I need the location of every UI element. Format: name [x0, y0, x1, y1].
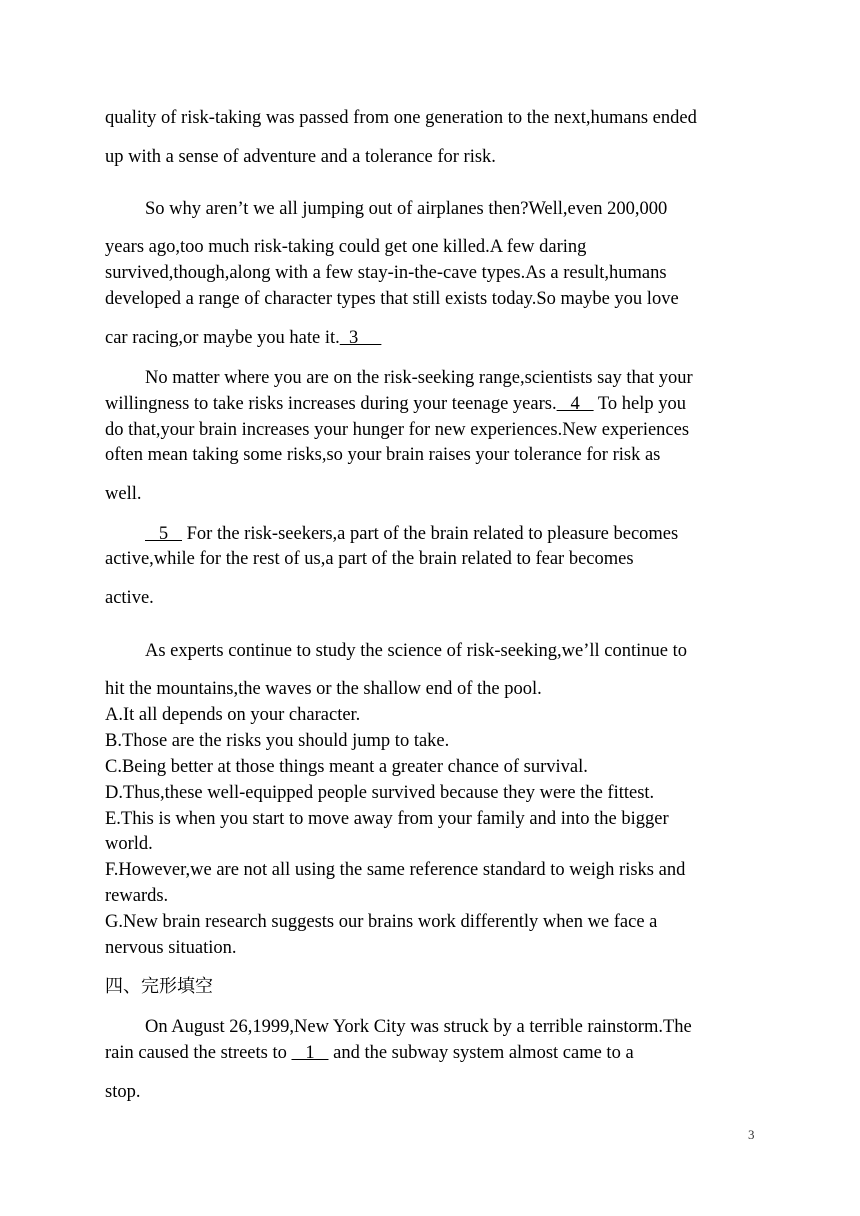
option-g: G.New brain research suggests our brains work differently when we face a: [105, 912, 658, 932]
paragraph-line: survived,though,along with a few stay-in-the-cave types.As a result,humans: [105, 263, 667, 283]
line-text: For the risk-seekers,a part of the brain related to pleasure becomes: [182, 524, 679, 544]
blank-1: 1: [291, 1043, 329, 1063]
paragraph-line: well.: [105, 484, 142, 504]
blank-3: 3: [339, 328, 382, 348]
option-a: A.It all depends on your character.: [105, 705, 361, 725]
paragraph-line: often mean taking some risks,so your brain raises your tolerance for risk as: [105, 445, 661, 465]
paragraph-line: developed a range of character types that still exists today.So maybe you love: [105, 289, 679, 309]
paragraph-line: hit the mountains,the waves or the shallow end of the pool.: [105, 679, 542, 699]
paragraph-line: [105, 327, 381, 349]
paragraph-line: So why aren’t we all jumping out of airplanes then?Well,even 200,000: [145, 199, 668, 219]
paragraph-line: [105, 1042, 634, 1064]
line-text: willingness to take risks increases during your teenage years.: [105, 394, 557, 414]
option-d: D.Thus,these well-equipped people survived because they were the fittest.: [105, 783, 655, 803]
option-b: B.Those are the risks you should jump to take.: [105, 731, 450, 751]
option-e-cont: world.: [105, 834, 153, 854]
line-text: To help you: [593, 394, 686, 414]
option-c: C.Being better at those things meant a greater chance of survival.: [105, 757, 588, 777]
paragraph-line: active,while for the rest of us,a part of the brain related to fear becomes: [105, 549, 634, 569]
option-e: E.This is when you start to move away from your family and into the bigger: [105, 809, 669, 829]
paragraph-line: No matter where you are on the risk-seeking range,scientists say that your: [145, 368, 693, 388]
paragraph-line: As experts continue to study the science of risk-seeking,we’ll continue to: [145, 641, 688, 661]
line-text: and the subway system almost came to a: [328, 1043, 634, 1063]
section-heading: 四、完形填空: [105, 976, 213, 997]
line-text: car racing,or maybe you hate it.: [105, 328, 340, 348]
paragraph-line: quality of risk-taking was passed from one generation to the next,humans ended: [105, 108, 697, 128]
blank-5: 5: [145, 524, 182, 544]
line-text: rain caused the streets to: [105, 1043, 292, 1063]
paragraph-line: [145, 523, 678, 545]
blank-4: 4: [556, 394, 594, 414]
paragraph-line: [105, 393, 686, 415]
paragraph-line: On August 26,1999,New York City was struck by a terrible rainstorm.The: [145, 1017, 692, 1037]
option-f-cont: rewards.: [105, 886, 169, 906]
paragraph-line: years ago,too much risk-taking could get one killed.A few daring: [105, 237, 587, 257]
paragraph-line: active.: [105, 588, 154, 608]
paragraph-line: do that,your brain increases your hunger for new experiences.New experiences: [105, 420, 690, 440]
page-number: 3: [748, 1127, 755, 1142]
paragraph-line: up with a sense of adventure and a tolerance for risk.: [105, 147, 496, 167]
option-f: F.However,we are not all using the same reference standard to weigh risks and: [105, 860, 686, 880]
option-g-cont: nervous situation.: [105, 938, 237, 958]
paragraph-line: stop.: [105, 1082, 141, 1102]
